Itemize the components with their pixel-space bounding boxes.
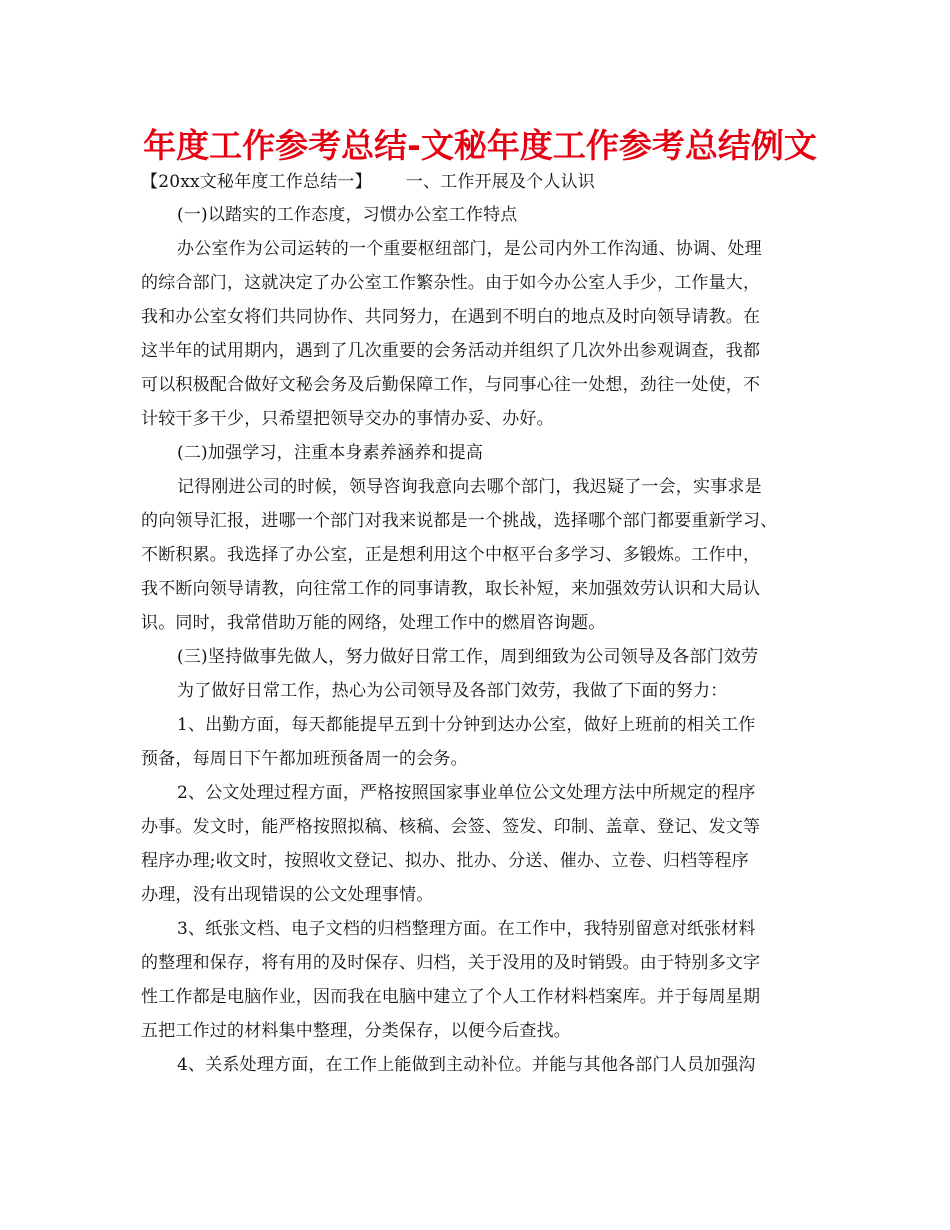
subheading-2: (二)加强学习，注重本身素养涵养和提高 xyxy=(177,443,484,463)
subheading-1: (一)以踏实的工作态度，习惯办公室工作特点 xyxy=(177,205,518,225)
paragraph-line: 办理，没有出现错误的公文处理事情。 xyxy=(141,885,434,905)
subheading-3: (三)坚持做事先做人，努力做好日常工作，周到细致为公司领导及各部门效劳 xyxy=(177,647,759,667)
list-item-1: 1、出勤方面，每天都能提早五到十分钟到达办公室，做好上班前的相关工作 xyxy=(177,715,756,735)
paragraph-line: 识。同时，我常借助万能的网络，处理工作中的燃眉咨询题。 xyxy=(141,613,606,633)
paragraph-line: 为了做好日常工作，热心为公司领导及各部门效劳，我做了下面的努力： xyxy=(177,681,728,701)
paragraph-line: 我不断向领导请教，向往常工作的同事请教，取长补短，来加强效劳认识和大局认 xyxy=(141,579,761,599)
paragraph-line: 记得刚进公司的时候，领导咨询我意向去哪个部门，我迟疑了一会，实事求是 xyxy=(177,477,762,497)
paragraph-line: 五把工作过的材料集中整理，分类保存，以便今后查找。 xyxy=(141,1021,571,1041)
paragraph-line: 程序办理;收文时，按照收文登记、拟办、批办、分送、催办、立卷、归档等程序 xyxy=(141,851,749,871)
paragraph-line: 预备，每周日下午都加班预备周一的会务。 xyxy=(141,749,468,769)
list-item-2: 2、公文处理过程方面，严格按照国家事业单位公文处理方法中所规定的程序 xyxy=(177,783,756,803)
intro-line xyxy=(141,170,831,194)
paragraph-line: 的综合部门，这就决定了办公室工作繁杂性。由于如今办公室人手少，工作量大， xyxy=(141,273,761,293)
paragraph-line: 的向领导汇报，进哪一个部门对我来说都是一个挑战，选择哪个部门都要重新学习、 xyxy=(141,511,778,531)
intro-bracket: 【20xx文秘年度工作总结一】 xyxy=(141,172,372,192)
paragraph-line: 我和办公室女将们共同协作、共同努力，在遇到不明白的地点及时向领导请教。在 xyxy=(141,307,761,327)
paragraph-line: 办事。发文时，能严格按照拟稿、核稿、会签、签发、印制、盖章、登记、发文等 xyxy=(141,817,761,837)
paragraph-line: 的整理和保存，将有用的及时保存、归档，关于没用的及时销毁。由于特别多文字 xyxy=(141,953,761,973)
paragraph-line: 不断积累。我选择了办公室，正是想利用这个中枢平台多学习、多锻炼。工作中， xyxy=(141,545,761,565)
paragraph-line: 计较干多干少，只希望把领导交办的事情办妥、办好。 xyxy=(141,409,554,429)
list-item-4: 4、关系处理方面，在工作上能做到主动补位。并能与其他各部门人员加强沟 xyxy=(177,1055,756,1075)
paragraph-line: 这半年的试用期内，遇到了几次重要的会务活动并组织了几次外出参观调查，我都 xyxy=(141,341,761,361)
paragraph-line: 办公室作为公司运转的一个重要枢纽部门，是公司内外工作沟通、协调、处理 xyxy=(177,239,762,259)
paragraph-line: 可以积极配合做好文秘会务及后勤保障工作，与同事心往一处想，劲往一处使，不 xyxy=(141,375,761,395)
document-title: 年度工作参考总结-文秘年度工作参考总结例文 xyxy=(143,126,817,165)
section-heading-1: 一、工作开展及个人认识 xyxy=(405,172,596,192)
list-item-3: 3、纸张文档、电子文档的归档整理方面。在工作中，我特别留意对纸张材料 xyxy=(177,919,756,939)
paragraph-line: 性工作都是电脑作业，因而我在电脑中建立了个人工作材料档案库。并于每周星期 xyxy=(141,987,761,1007)
